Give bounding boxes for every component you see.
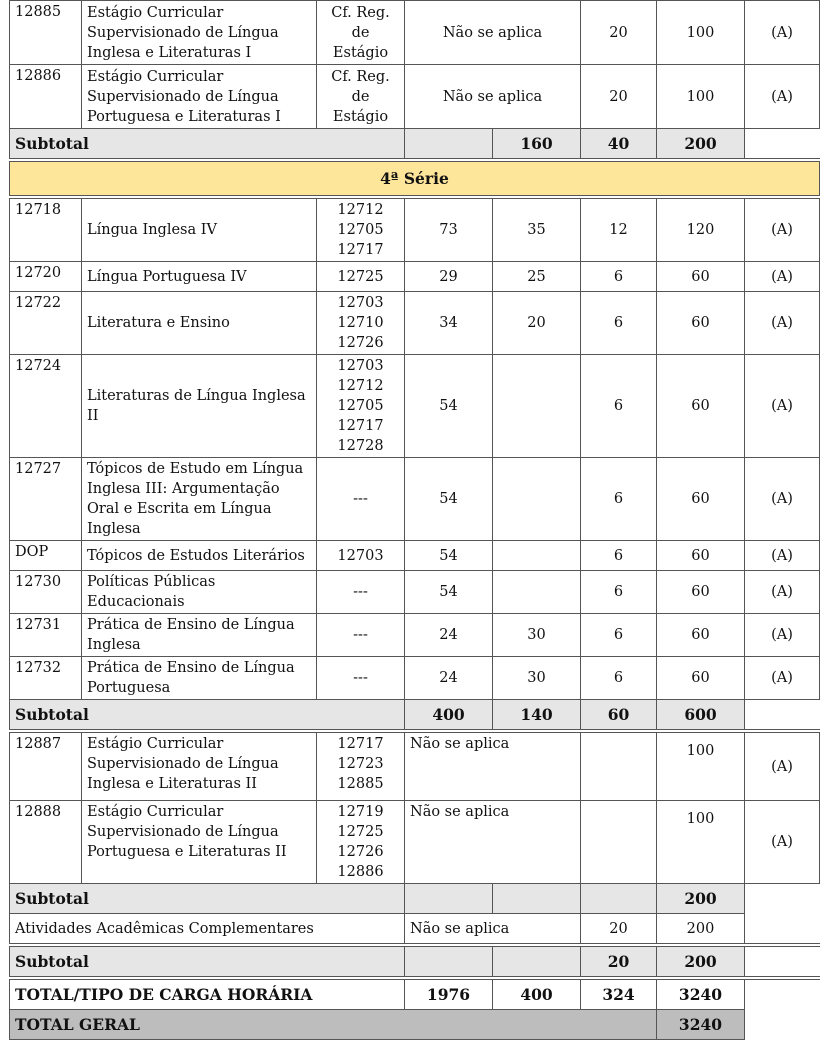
hours-col2: 73 <box>405 199 493 262</box>
empty-cell <box>493 947 581 977</box>
course-name: Literatura e Ensino <box>82 292 317 355</box>
hours-col4: 6 <box>581 262 657 292</box>
hours-col3 <box>493 458 581 541</box>
subtotal-label: Subtotal <box>10 700 405 730</box>
hours-col3: 35 <box>493 199 581 262</box>
subtotal-total: 200 <box>657 129 745 159</box>
hours-col2: 24 <box>405 657 493 700</box>
course-code: 12727 <box>10 458 82 541</box>
course-code: 12718 <box>10 199 82 262</box>
hours-total: 200 <box>657 914 745 944</box>
empty-cell <box>581 801 657 884</box>
blank <box>745 700 820 730</box>
course-name: Estágio Curricular Supervisionado de Língua Inglesa e Literaturas II <box>82 733 317 801</box>
prerequisite: 12725 <box>317 262 405 292</box>
course-name: Políticas Públicas Educacionais <box>82 571 317 614</box>
hours-col4: 20 <box>581 1 657 65</box>
hours-col2: 24 <box>405 614 493 657</box>
modality: (A) <box>745 541 820 571</box>
grand-total-row <box>10 1010 820 1040</box>
subtotal-total: 600 <box>657 700 745 730</box>
course-name: Prática de Ensino de Língua Inglesa <box>82 614 317 657</box>
prerequisite: 12703 12710 12726 <box>317 292 405 355</box>
blank <box>745 884 820 914</box>
modality: (A) <box>745 65 820 129</box>
activities-label: Atividades Acadêmicas Complementares <box>10 914 405 944</box>
subtotal-label: Subtotal <box>10 129 405 159</box>
empty-cell <box>405 884 493 914</box>
hours-col3 <box>493 355 581 458</box>
hours-col2: 54 <box>405 541 493 571</box>
table-row <box>10 541 820 571</box>
total-col4: 324 <box>581 980 657 1010</box>
hours-col4: 6 <box>581 355 657 458</box>
hours-total: 60 <box>657 571 745 614</box>
prerequisite: --- <box>317 458 405 541</box>
grand-total-value: 3240 <box>657 1010 745 1040</box>
hours-col2: 34 <box>405 292 493 355</box>
total-col3: 400 <box>493 980 581 1010</box>
empty-cell <box>405 129 493 159</box>
course-code: 12886 <box>10 65 82 129</box>
hours-col3: 30 <box>493 657 581 700</box>
total-total: 3240 <box>657 980 745 1010</box>
hours-total: 100 <box>657 733 745 801</box>
modality: (A) <box>745 262 820 292</box>
subtotal-col4: 20 <box>581 947 657 977</box>
hours-col3: 20 <box>493 292 581 355</box>
prerequisite: 12717 12723 12885 <box>317 733 405 801</box>
hours-col2: 54 <box>405 355 493 458</box>
empty-cell <box>493 884 581 914</box>
hours-col4: 6 <box>581 541 657 571</box>
prerequisite: --- <box>317 571 405 614</box>
subtotal-col2: 400 <box>405 700 493 730</box>
hours-col4: 6 <box>581 458 657 541</box>
prerequisite: 12719 12725 12726 12886 <box>317 801 405 884</box>
hours-total: 60 <box>657 355 745 458</box>
prerequisite: --- <box>317 657 405 700</box>
table-row <box>10 292 820 355</box>
prerequisite: Cf. Reg. de Estágio <box>317 65 405 129</box>
subtotal-total: 200 <box>657 884 745 914</box>
hours-col4: 6 <box>581 571 657 614</box>
course-code: 12888 <box>10 801 82 884</box>
empty-cell <box>581 884 657 914</box>
course-code: 12730 <box>10 571 82 614</box>
hours-total: 100 <box>657 1 745 65</box>
prerequisite: 12703 12712 12705 12717 12728 <box>317 355 405 458</box>
total-col2: 1976 <box>405 980 493 1010</box>
course-name: Língua Inglesa IV <box>82 199 317 262</box>
modality: (A) <box>745 292 820 355</box>
hours-col3 <box>493 571 581 614</box>
modality: (A) <box>745 801 820 884</box>
course-code: DOP <box>10 541 82 571</box>
not-applicable: Não se aplica <box>405 733 581 801</box>
subtotal-col3: 160 <box>493 129 581 159</box>
hours-total: 60 <box>657 262 745 292</box>
hours-total: 60 <box>657 657 745 700</box>
subtotal-row <box>10 884 820 914</box>
not-applicable: Não se aplica <box>405 65 581 129</box>
table-row <box>10 1 820 65</box>
prerequisite: 12712 12705 12717 <box>317 199 405 262</box>
hours-total: 60 <box>657 458 745 541</box>
serie-title: 4ª Série <box>10 162 820 196</box>
table-row <box>10 657 820 700</box>
course-code: 12724 <box>10 355 82 458</box>
hours-total: 100 <box>657 801 745 884</box>
course-name: Estágio Curricular Supervisionado de Língua Portuguesa e Literaturas II <box>82 801 317 884</box>
curriculum-table-body <box>10 1 820 1040</box>
subtotal-row <box>10 129 820 159</box>
hours-col3: 30 <box>493 614 581 657</box>
total-type-label: TOTAL/TIPO DE CARGA HORÁRIA <box>10 980 405 1010</box>
not-applicable: Não se aplica <box>405 801 581 884</box>
not-applicable: Não se aplica <box>405 914 581 944</box>
table-row <box>10 801 820 884</box>
table-row <box>10 571 820 614</box>
table-row <box>10 355 820 458</box>
blank <box>745 1010 820 1040</box>
hours-col2: 29 <box>405 262 493 292</box>
hours-col4: 20 <box>581 914 657 944</box>
hours-col2: 54 <box>405 571 493 614</box>
blank <box>745 980 820 1010</box>
hours-total: 100 <box>657 65 745 129</box>
course-name: Tópicos de Estudos Literários <box>82 541 317 571</box>
hours-col4: 6 <box>581 657 657 700</box>
table-row <box>10 458 820 541</box>
subtotal-row <box>10 947 820 977</box>
modality: (A) <box>745 355 820 458</box>
course-name: Estágio Curricular Supervisionado de Língua Portuguesa e Literaturas I <box>82 65 317 129</box>
blank <box>745 947 820 977</box>
grand-total-label: TOTAL GERAL <box>10 1010 657 1040</box>
modality: (A) <box>745 614 820 657</box>
hours-total: 60 <box>657 541 745 571</box>
hours-col2: 54 <box>405 458 493 541</box>
prerequisite: 12703 <box>317 541 405 571</box>
table-row <box>10 65 820 129</box>
hours-col3: 25 <box>493 262 581 292</box>
modality: (A) <box>745 458 820 541</box>
table-row <box>10 262 820 292</box>
hours-col4: 6 <box>581 292 657 355</box>
hours-col4: 20 <box>581 65 657 129</box>
hours-col3 <box>493 541 581 571</box>
total-type-row <box>10 980 820 1010</box>
subtotal-col3: 140 <box>493 700 581 730</box>
subtotal-row <box>10 700 820 730</box>
modality: (A) <box>745 199 820 262</box>
hours-total: 60 <box>657 292 745 355</box>
course-code: 12722 <box>10 292 82 355</box>
blank <box>745 914 820 944</box>
modality: (A) <box>745 733 820 801</box>
table-row <box>10 199 820 262</box>
subtotal-col4: 60 <box>581 700 657 730</box>
table-row <box>10 614 820 657</box>
not-applicable: Não se aplica <box>405 1 581 65</box>
modality: (A) <box>745 571 820 614</box>
blank <box>745 129 820 159</box>
curriculum-table <box>9 0 820 1040</box>
prerequisite: --- <box>317 614 405 657</box>
course-code: 12732 <box>10 657 82 700</box>
empty-cell <box>581 733 657 801</box>
subtotal-col4: 40 <box>581 129 657 159</box>
modality: (A) <box>745 657 820 700</box>
course-name: Literaturas de Língua Inglesa II <box>82 355 317 458</box>
course-name: Prática de Ensino de Língua Portuguesa <box>82 657 317 700</box>
hours-col4: 6 <box>581 614 657 657</box>
activities-row <box>10 914 820 944</box>
subtotal-label: Subtotal <box>10 947 405 977</box>
course-code: 12885 <box>10 1 82 65</box>
subtotal-label: Subtotal <box>10 884 405 914</box>
modality: (A) <box>745 1 820 65</box>
table-row <box>10 733 820 801</box>
course-name: Tópicos de Estudo em Língua Inglesa III: Argumentação Oral e Escrita em Língua Inglesa <box>82 458 317 541</box>
course-name: Língua Portuguesa IV <box>82 262 317 292</box>
course-code: 12720 <box>10 262 82 292</box>
hours-total: 120 <box>657 199 745 262</box>
course-code: 12731 <box>10 614 82 657</box>
empty-cell <box>405 947 493 977</box>
hours-total: 60 <box>657 614 745 657</box>
subtotal-total: 200 <box>657 947 745 977</box>
serie-header <box>10 162 820 196</box>
hours-col4: 12 <box>581 199 657 262</box>
prerequisite: Cf. Reg. de Estágio <box>317 1 405 65</box>
course-code: 12887 <box>10 733 82 801</box>
course-name: Estágio Curricular Supervisionado de Língua Inglesa e Literaturas I <box>82 1 317 65</box>
